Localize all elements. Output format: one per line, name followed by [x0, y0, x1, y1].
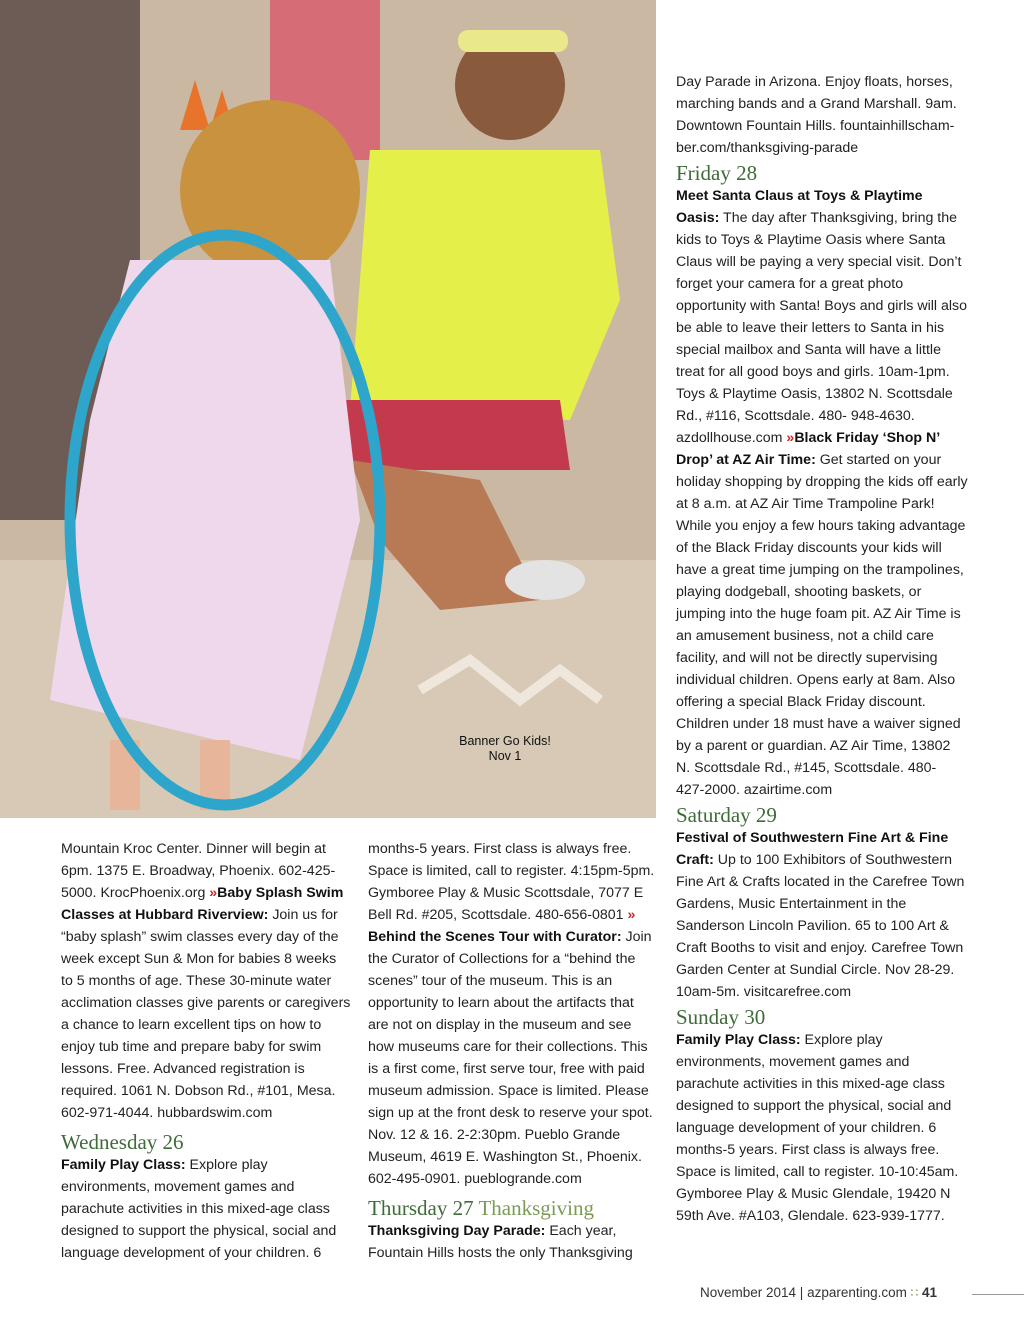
arrow-marker: » — [627, 907, 636, 923]
event-description: Join us for “baby splash” swim classes every day of the week except Sun & Mon for babies 8 weeks to 5 months of age. These 30-minute water acclimation classes give parents or caregivers a chance to learn excellent tips on how to enjoy tub time and prepare baby for swim lessons. Free. Advanced registration is required. 1061 N. Dobson Rd., #101, Mesa. 602-971-4044. hubbardswim.com — [61, 907, 351, 1121]
event-description: Up to 100 Exhibitors of Southwestern Fine Art & Crafts located in the Carefree Town Gardens, Music Entertainment in the Sanderson Lincoln Pavilion. 65 to 100 Art & Craft Booths to visit and enjoy. Carefree Town Garden Center at Sundial Circle. Nov 28-29. 10am-5m. visitcarefree.com — [676, 852, 965, 1000]
day-sublabel: Thanksgiving — [478, 1196, 594, 1220]
photo-illustration — [0, 0, 656, 818]
square-dots-icon: ∷ — [910, 1286, 919, 1300]
footer-divider — [972, 1294, 1024, 1295]
listing-paragraph: Day Parade in Arizona. Enjoy floats, horses, marching bands and a Grand Marshall. 9am. Downtown Fountain Hills. fountainhillscham-ber.com/thanksgiving-parade — [676, 74, 957, 156]
listing-paragraph — [368, 1220, 658, 1264]
listing-text: months-5 years. First class is always free. Space is limited, call to register. 4:15pm-5pm. Gymboree Play & Music Scottsdale, 7077 E Bell Rd. #205, Scottsdale. 480-656-0801 — [368, 841, 655, 923]
event-title: Thanksgiving Day Parade: — [368, 1223, 546, 1239]
arrow-marker: » — [209, 885, 218, 901]
event-title: Family Play Class: — [676, 1032, 801, 1048]
headband — [458, 30, 568, 52]
event-description: Get started on your holiday shopping by dropping the kids off early at 8 a.m. at AZ Air Time Trampoline Park! While you enjoy a few hours taking advantage of the Black Friday discounts your kids will have a great time jumping on the trampolines, playing dodgeball, shooting baskets, or jumping into the huge foam pit. AZ Air Time is an amusement business, not a child care facility, and will not be directly supervising individual children. Opens early at 8am. Also offering a special Black Friday discount. Children under 18 must have a waiver signed by a parent or guardian. AZ Air Time, 13802 N. Scottsdale Rd., #145, Scottsdale. 480- 427-2000. azairtime.com — [676, 452, 968, 798]
page-footer — [700, 1285, 937, 1300]
listing-paragraph — [61, 838, 351, 1124]
event-description: The day after Thanksgiving, bring the kids to Toys & Playtime Oasis where Santa Claus will be paying a very special visit. Don’t forget your camera for a great photo opportunity with Santa! Boys and girls will also be able to leave their letters to Santa in his special mailbox and Santa will have a little treat for all good boys and girls. 10am-1pm. Toys & Playtime Oasis, 13802 N. Scottsdale Rd., #116, Scottsdale. 480- 948-4630. azdollhouse.com — [676, 210, 967, 446]
woman-shirt — [350, 150, 620, 420]
event-description: Join the Curator of Collections for a “behind the scenes” tour of the museum. This is an opportunity to learn about the artifacts that are not on display in the museum and see how museums care for their collections. This is a first come, first serve tour, free with paid museum admission. Space is limited. Please sign up at the front desk to reserve your spot. Nov. 12 & 16. 2-2:30pm. Pueblo Grande Museum, 4619 E. Washington St., Phoenix. 602-495-0901. pueblogrande.com — [368, 929, 653, 1187]
column-left — [61, 838, 351, 1264]
arrow-marker: » — [786, 430, 795, 446]
listing-paragraph — [61, 1154, 351, 1264]
event-title: Black Friday ‘Shop N’ Drop’ at AZ Air Time: — [676, 430, 940, 468]
event-title: Behind the Scenes Tour with Curator: — [368, 929, 622, 945]
day-heading — [368, 1196, 658, 1220]
event-title: Meet Santa Claus at Toys & Playtime Oasis: — [676, 188, 923, 226]
event-title: Baby Splash Swim Classes at Hubbard Riverview: — [61, 885, 344, 923]
event-title: Festival of Southwestern Fine Art & Fine Craft: — [676, 830, 949, 868]
page-number: 41 — [922, 1285, 938, 1300]
event-title: Family Play Class: — [61, 1157, 186, 1173]
day-heading: Wednesday 26 — [61, 1130, 184, 1154]
event-description: Each year, Fountain Hills hosts the only Thanksgiving — [368, 1223, 633, 1261]
column-middle — [368, 838, 658, 1264]
listing-paragraph — [676, 827, 968, 1003]
day-heading: Sunday 30 — [676, 1005, 766, 1029]
day-label: Thursday 27 — [368, 1196, 474, 1220]
footer-text: November 2014 | azparenting.com — [700, 1285, 907, 1300]
listing-text: Mountain Kroc Center. Dinner will begin at 6pm. 1375 E. Broadway, Phoenix. 602-425-5000. KrocPhoenix.org — [61, 841, 336, 901]
photo-caption — [440, 734, 570, 764]
hero-photo — [0, 0, 656, 818]
listing-paragraph — [676, 1029, 968, 1227]
column-right — [676, 71, 968, 1227]
listing-paragraph — [676, 185, 968, 801]
day-heading: Friday 28 — [676, 161, 758, 185]
caption-line-1: Banner Go Kids! — [459, 734, 551, 748]
listing-paragraph — [368, 838, 658, 1190]
event-description: Explore play environments, movement games and parachute activities in this mixed-age class designed to support the physical, social and language development of your children. 6 — [61, 1157, 337, 1261]
day-heading: Saturday 29 — [676, 803, 777, 827]
event-description: Explore play environments, movement games and parachute activities in this mixed-age class designed to support the physical, social and language development of your children. 6 months-5 years. First class is always free. Space is limited, call to register. 10-10:45am. Gymboree Play & Music Glendale, 19420 N 59th Ave. #A103, Glendale. 623-939-1777. — [676, 1032, 959, 1224]
sneaker — [505, 560, 585, 600]
caption-line-2: Nov 1 — [488, 749, 522, 763]
